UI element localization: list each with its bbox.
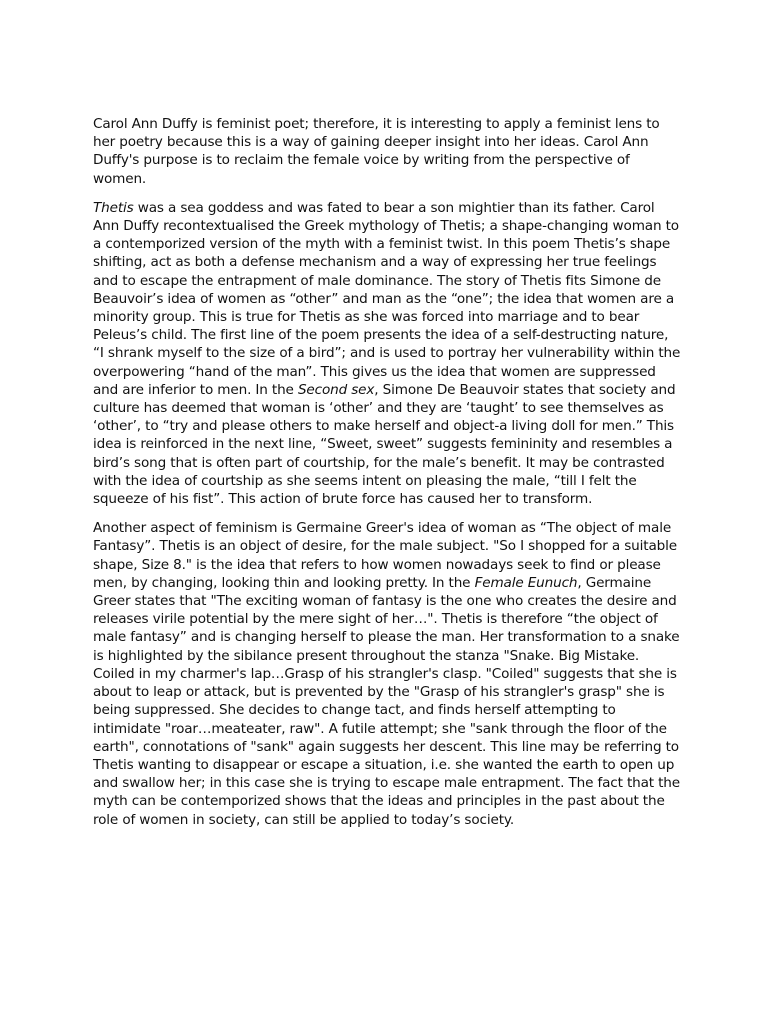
paragraph-text: Carol Ann Duffy is feminist poet; therefore, it is interesting to apply a feminist lens to her poetry because this is a way of gaining deeper insight into her ideas. Carol Ann Duffy's purpose is to reclaim the female voice by writing from the perspective of women. xyxy=(93,116,660,187)
paragraph-text: was a sea goddess and was fated to bear a son mightier than its father. Carol Ann Duffy recontextualised the Greek mythology of Thetis; a shape-changing woman to a contemporized version of the myth with a feminist twist. In this poem Thetis’s shape shifting, act as both a defense mechanism and a way of expressing her true feelings and to escape the entrapment of male dominance. The story of Thetis fits Simone de Beauvoir’s idea of women as “other” and man as the “one”; the idea that women are a minority group. This is true for Thetis as she was forced into marriage and to bear Peleus’s child. The first line of the poem presents the idea of a self-destructing nature, “I shrank myself to the size of a bird”; and is used to portray her vulnerability within the overpowering “hand of the man”. This gives us the idea that women are suppressed and are inferior to men. In the xyxy=(93,199,681,398)
document-page xyxy=(93,115,681,840)
paragraph-text: Another aspect of feminism is Germaine Greer's idea of woman as “The object of male Fantasy”. Thetis is an object of desire, for the male subject. "So I shopped for a suitable shape, Size 8." is the idea that refers to how women nowadays seek to find or please men, by changing, looking thin and looking pretty. In the xyxy=(93,520,677,591)
paragraph-text: , Simone De Beauvoir states that society and culture has deemed that woman is ‘other’ and they are ‘taught’ to see themselves as ‘other’, to “try and please others to make herself and object-a living doll for men.” This idea is reinforced in the next line, “Sweet, sweet” suggests femininity and resembles a bird’s song that is often part of courtship, for the male’s benefit. It may be contrasted with the idea of courtship as she seems intent on pleasing the male, “till I felt the squeeze of his fist”. This action of brute force has caused her to transform. xyxy=(93,381,676,508)
italic-title-female-eunuch: Female Eunuch xyxy=(474,574,578,591)
italic-title-thetis: Thetis xyxy=(93,199,134,216)
paragraph-greer xyxy=(93,519,681,828)
italic-title-second-sex: Second sex xyxy=(297,381,375,398)
paragraph-text: , Germaine Greer states that "The exciting woman of fantasy is the one who creates the desire and releases virile potential by the mere sight of her…". Thetis is therefore “the object of male fantasy” and is changing herself to please the man. Her transformation to a snake is highlighted by the sibilance present throughout the stanza "Snake. Big Mistake. Coiled in my charmer's lap…Grasp of his strangler's clasp. "Coiled" suggests that she is about to leap or attack, but is prevented by the "Grasp of his strangler's grasp" she is being suppressed. She decides to change tact, and finds herself attempting to intimidate "roar…meateater, raw". A futile attempt; she "sank through the floor of the earth", connotations of "sank" again suggests her descent. This line may be referring to Thetis wanting to disappear or escape a situation, i.e. she wanted the earth to open up and swallow her; in this case she is trying to escape male entrapment. The fact that the myth can be contemporized shows that the ideas and principles in the past about the role of women in society, can still be applied to today’s society. xyxy=(93,574,680,828)
paragraph-intro xyxy=(93,115,681,188)
paragraph-thetis xyxy=(93,199,681,508)
